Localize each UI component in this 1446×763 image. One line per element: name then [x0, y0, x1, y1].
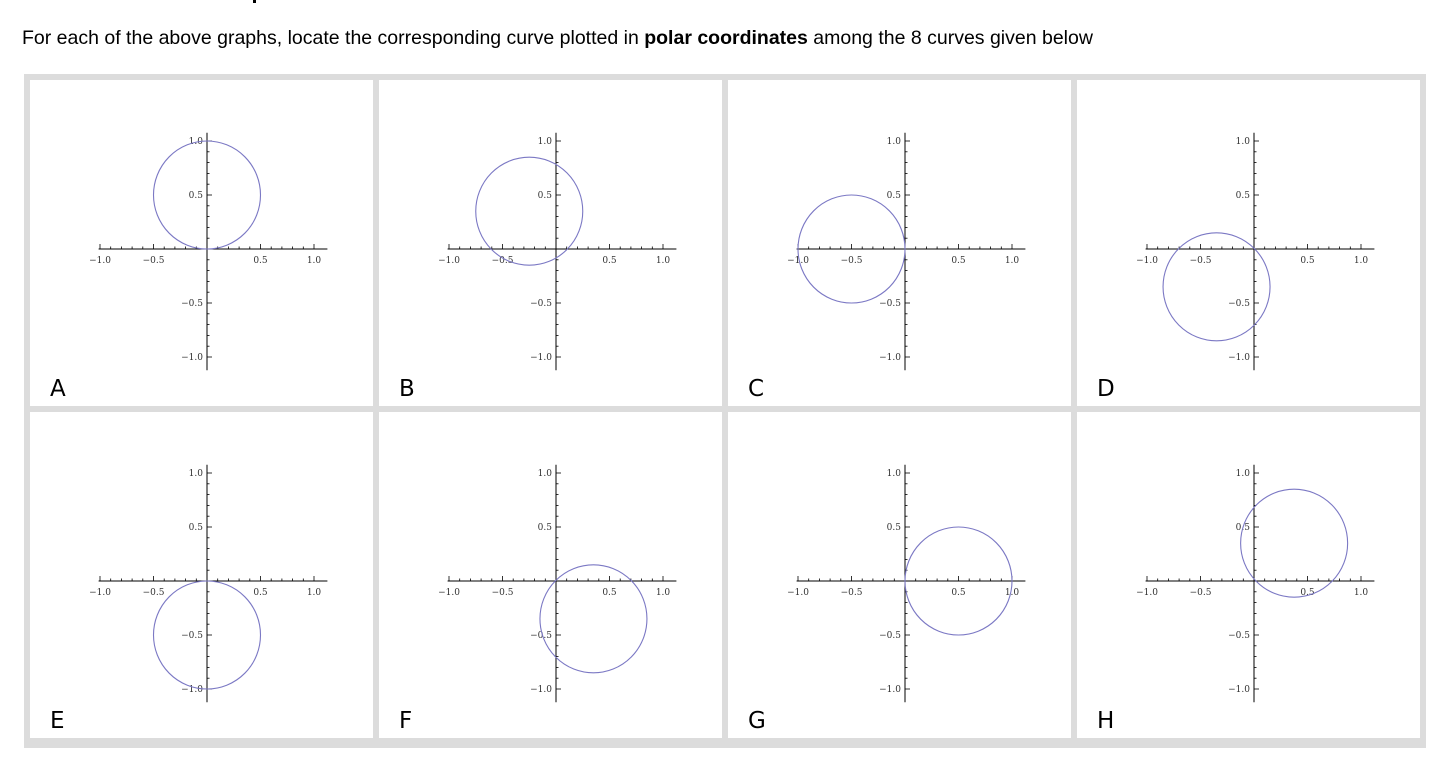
- x-tick-label: −0.5: [1189, 256, 1212, 266]
- x-tick-label: −1.0: [787, 588, 809, 598]
- x-tick-label: −1.0: [1136, 588, 1158, 598]
- y-tick-label: 0.5: [1235, 523, 1250, 533]
- y-tick-label: −0.5: [879, 299, 901, 309]
- x-tick-label: 0.5: [1300, 256, 1315, 266]
- y-tick-label: 1.0: [188, 469, 203, 479]
- x-tick-label: 1.0: [306, 588, 322, 598]
- polar-plot: [1077, 80, 1420, 406]
- x-tick-label: 1.0: [1353, 256, 1369, 266]
- x-tick-label: 1.0: [655, 256, 671, 266]
- y-tick-label: −0.5: [1228, 299, 1250, 309]
- y-tick-label: −0.5: [530, 299, 552, 309]
- polar-plot: [728, 80, 1071, 406]
- plot-panel-f: [379, 412, 722, 738]
- plot-panel-e: [30, 412, 373, 738]
- polar-plot: [379, 80, 722, 406]
- y-tick-label: −0.5: [879, 631, 901, 641]
- polar-plot: [728, 412, 1071, 738]
- panel-label: A: [50, 376, 66, 402]
- x-tick-label: 0.5: [602, 588, 617, 598]
- panel-label: F: [399, 708, 413, 734]
- y-tick-label: 0.5: [1235, 191, 1250, 201]
- x-tick-label: 1.0: [655, 588, 671, 598]
- panel-label: H: [1097, 708, 1115, 734]
- instructions-pre: For each of the above graphs, locate the corresponding curve plotted in: [22, 27, 645, 49]
- x-tick-label: −1.0: [438, 588, 460, 598]
- plot-grid: [24, 74, 1426, 748]
- x-tick-label: −0.5: [491, 256, 514, 266]
- y-tick-label: 1.0: [886, 469, 901, 479]
- y-tick-label: −1.0: [181, 685, 203, 695]
- polar-plot: [30, 412, 373, 738]
- x-tick-label: −0.5: [840, 588, 863, 598]
- polar-plot: [30, 80, 373, 406]
- x-tick-label: −1.0: [787, 256, 809, 266]
- y-tick-label: −1.0: [181, 353, 203, 363]
- panel-label: E: [50, 708, 65, 734]
- y-tick-label: −1.0: [530, 685, 552, 695]
- plot-panel-d: [1077, 80, 1420, 406]
- y-tick-label: −0.5: [530, 631, 552, 641]
- panel-label: D: [1097, 376, 1115, 402]
- instructions-bold: polar coordinates: [644, 27, 808, 49]
- x-tick-label: −0.5: [1189, 588, 1212, 598]
- y-tick-label: 1.0: [188, 137, 203, 147]
- y-tick-label: 0.5: [537, 191, 552, 201]
- plot-panel-b: [379, 80, 722, 406]
- x-tick-label: 0.5: [951, 588, 966, 598]
- plot-panel-g: [728, 412, 1071, 738]
- x-tick-label: 1.0: [306, 256, 322, 266]
- y-tick-label: −0.5: [181, 631, 203, 641]
- y-tick-label: −0.5: [1228, 631, 1250, 641]
- x-tick-label: 0.5: [253, 256, 268, 266]
- x-tick-label: −0.5: [840, 256, 863, 266]
- plot-panel-a: [30, 80, 373, 406]
- x-tick-label: 0.5: [1300, 588, 1315, 598]
- polar-plot: [379, 412, 722, 738]
- y-tick-label: −1.0: [879, 353, 901, 363]
- plot-panel-c: [728, 80, 1071, 406]
- y-tick-label: 0.5: [188, 523, 203, 533]
- x-tick-label: 1.0: [1004, 256, 1020, 266]
- x-tick-label: 0.5: [951, 256, 966, 266]
- y-tick-label: 1.0: [1235, 469, 1250, 479]
- panel-label: G: [748, 708, 766, 734]
- y-tick-label: 0.5: [188, 191, 203, 201]
- y-tick-label: 0.5: [537, 523, 552, 533]
- x-tick-label: 0.5: [602, 256, 617, 266]
- instructions-text: [22, 27, 1093, 50]
- plot-panel-h: [1077, 412, 1420, 738]
- x-tick-label: −1.0: [89, 588, 111, 598]
- x-tick-label: −1.0: [1136, 256, 1158, 266]
- x-tick-label: −0.5: [142, 256, 165, 266]
- x-tick-label: 1.0: [1353, 588, 1369, 598]
- y-tick-label: −1.0: [530, 353, 552, 363]
- instructions-post: among the 8 curves given below: [807, 27, 1093, 49]
- y-tick-label: −1.0: [879, 685, 901, 695]
- panel-label: B: [399, 376, 415, 402]
- y-tick-label: 1.0: [886, 137, 901, 147]
- x-tick-label: −0.5: [142, 588, 165, 598]
- top-edge-fragment: [253, 0, 256, 3]
- panel-label: C: [748, 376, 765, 402]
- x-tick-label: 1.0: [1004, 588, 1020, 598]
- polar-plot: [1077, 412, 1420, 738]
- y-tick-label: −0.5: [181, 299, 203, 309]
- y-tick-label: 1.0: [1235, 137, 1250, 147]
- y-tick-label: 1.0: [537, 469, 552, 479]
- y-tick-label: 1.0: [537, 137, 552, 147]
- y-tick-label: 0.5: [886, 191, 901, 201]
- y-tick-label: −1.0: [1228, 353, 1250, 363]
- x-tick-label: 0.5: [253, 588, 268, 598]
- x-tick-label: −1.0: [438, 256, 460, 266]
- x-tick-label: −1.0: [89, 256, 111, 266]
- y-tick-label: 0.5: [886, 523, 901, 533]
- y-tick-label: −1.0: [1228, 685, 1250, 695]
- x-tick-label: −0.5: [491, 588, 514, 598]
